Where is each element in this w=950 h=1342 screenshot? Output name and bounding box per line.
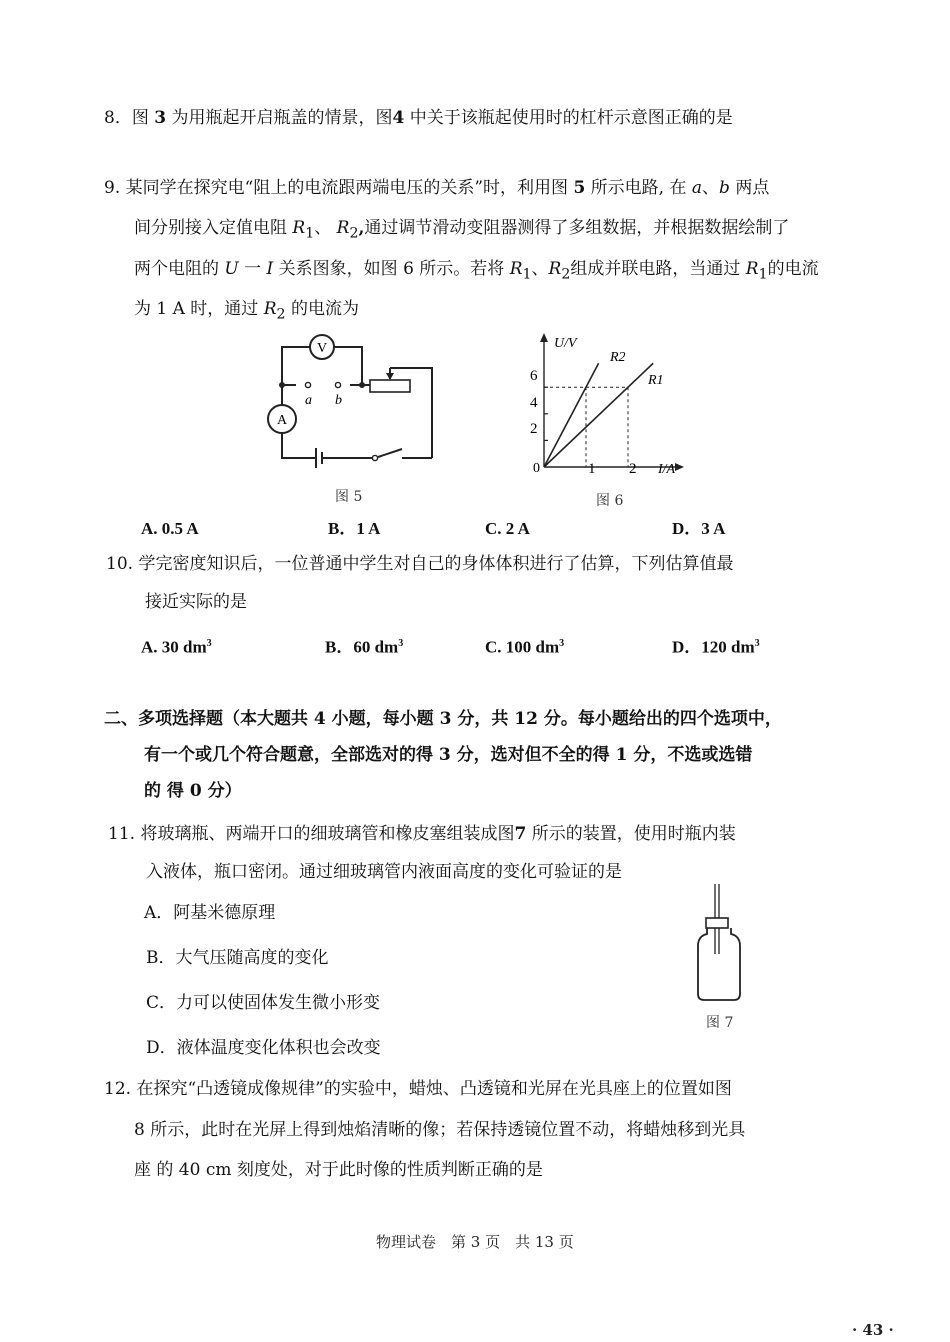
question-9-line-2: 间分别接入定值电阻 $R_1$、 $R_2$,通过调节滑动变阻器测得了多组数据，并根据数据绘制了 (134, 218, 790, 242)
circuit-wire-top-left (282, 347, 310, 385)
question-9-number: 9. (104, 178, 121, 198)
rheostat (370, 380, 410, 392)
r2-line-label: R2 (610, 350, 626, 365)
page-footer: 物理试卷 第 3 页 共 13 页 (376, 1233, 574, 1251)
question-9-line-1: 9. 某同学在探究电“阻上的电流跟两端电压的关系”时，利用图 5 所示电路, 在 a、b 两点 (104, 178, 770, 198)
q10-option-c[interactable]: C. 100 $dm^3$ (485, 637, 565, 657)
y-tick-label-2: 2 (530, 421, 538, 437)
battery (316, 448, 322, 468)
question-10-number: 10. (106, 554, 134, 574)
figure-6-caption: 图 6 (596, 493, 624, 509)
question-11-line-2: 入液体，瓶口密闭。通过细玻璃管内液面高度的变化可验证的是 (146, 862, 622, 882)
q10-option-d[interactable]: D．120 $dm^3$ (672, 637, 760, 657)
q9-option-a[interactable]: A. 0.5 A (141, 519, 199, 538)
q11-option-b[interactable]: B．大气压随高度的变化 (146, 948, 329, 968)
q11-option-c[interactable]: C．力可以使固体发生微小形变 (146, 993, 381, 1013)
question-8: 8．图 3 为用瓶起开启瓶盖的情景，图4 中关于该瓶起使用时的杠杆示意图正确的是 (104, 108, 733, 128)
x-tick-label-2: 2 (629, 461, 637, 477)
x-axis-label: I/A (658, 462, 676, 477)
q9-option-c[interactable]: C. 2 A (485, 519, 530, 538)
circuit-wire-top-right (334, 347, 362, 385)
ammeter-label: A (276, 413, 288, 428)
question-10-line-1: 10. 学完密度知识后，一位普通中学生对自己的身体体积进行了估算，下列估算值最 (106, 554, 734, 574)
q10-option-a[interactable]: A. 30 $dm^3$ (141, 637, 212, 657)
figure-5-circuit (264, 330, 444, 470)
y-axis-label: U/V (554, 336, 577, 351)
point-a-label: a (305, 393, 312, 408)
series-line-r1 (544, 363, 653, 467)
r1-line-label: R1 (648, 373, 664, 388)
q11-option-d[interactable]: D．液体温度变化体积也会改变 (146, 1038, 381, 1058)
page-number: · 43 · (852, 1321, 894, 1339)
section-2-heading-line-2: 有一个或几个符合题意，全部选对的得 3 分，选对但不全的得 1 分，不选或选错 (144, 745, 753, 765)
y-tick-label-4: 4 (530, 395, 538, 411)
question-9-line-4: 为 1 A 时，通过 $R_2$ 的电流为 (134, 299, 359, 323)
q9-option-b[interactable]: B．1 A (328, 519, 381, 538)
figure-7-caption: 图 7 (706, 1015, 734, 1031)
y-tick-label-6: 6 (530, 368, 538, 384)
question-12-line-3: 座 的 40 cm 刻度处，对于此时像的性质判断正确的是 (134, 1160, 543, 1180)
figure-7-bottle (688, 882, 752, 1006)
voltmeter-label: V (316, 341, 328, 356)
origin-label: 0 (533, 461, 540, 476)
q9-option-d[interactable]: D．3 A (672, 519, 726, 538)
question-9-line-3: 两个电阻的 U 一 I 关系图象，如图 6 所示。若将 $R_1$、$R_2$组成并联电路，当通过 $R_1$的电流 (134, 259, 819, 283)
question-12-line-1: 12. 在探究“凸透镜成像规律”的实验中，蜡烛、凸透镜和光屏在光具座上的位置如图 (104, 1079, 732, 1099)
rheostat-slider (390, 368, 432, 458)
question-10-line-2: 接近实际的是 (145, 592, 247, 612)
question-8-number: 8． (104, 108, 132, 128)
question-12-line-2: 8 所示，此时在光屏上得到烛焰清晰的像；若保持透镜位置不动，将蜡烛移到光具 (134, 1120, 746, 1140)
question-12-number: 12. (104, 1079, 132, 1099)
q11-option-a[interactable]: A．阿基米德原理 (144, 903, 276, 923)
series-line-r2 (544, 363, 599, 467)
question-11-line-1: 11. 将玻璃瓶、两端开口的细玻璃管和橡皮塞组装成图7 所示的装置，使用时瓶内装 (108, 824, 736, 844)
rubber-stopper (706, 918, 728, 928)
figure-6-graph (522, 330, 697, 485)
question-11-number: 11. (108, 824, 136, 844)
x-tick-label-1: 1 (588, 461, 596, 477)
section-2-heading-line-3: 的 得 0 分） (144, 781, 242, 801)
q10-option-b[interactable]: B．60 $dm^3$ (325, 637, 404, 657)
figure-5-caption: 图 5 (335, 489, 363, 505)
point-b-label: b (335, 393, 342, 408)
section-2-heading-line-1: 二、多项选择题（本大题共 4 小题，每小题 3 分，共 12 分。每小题给出的四个选项中， (104, 709, 782, 729)
